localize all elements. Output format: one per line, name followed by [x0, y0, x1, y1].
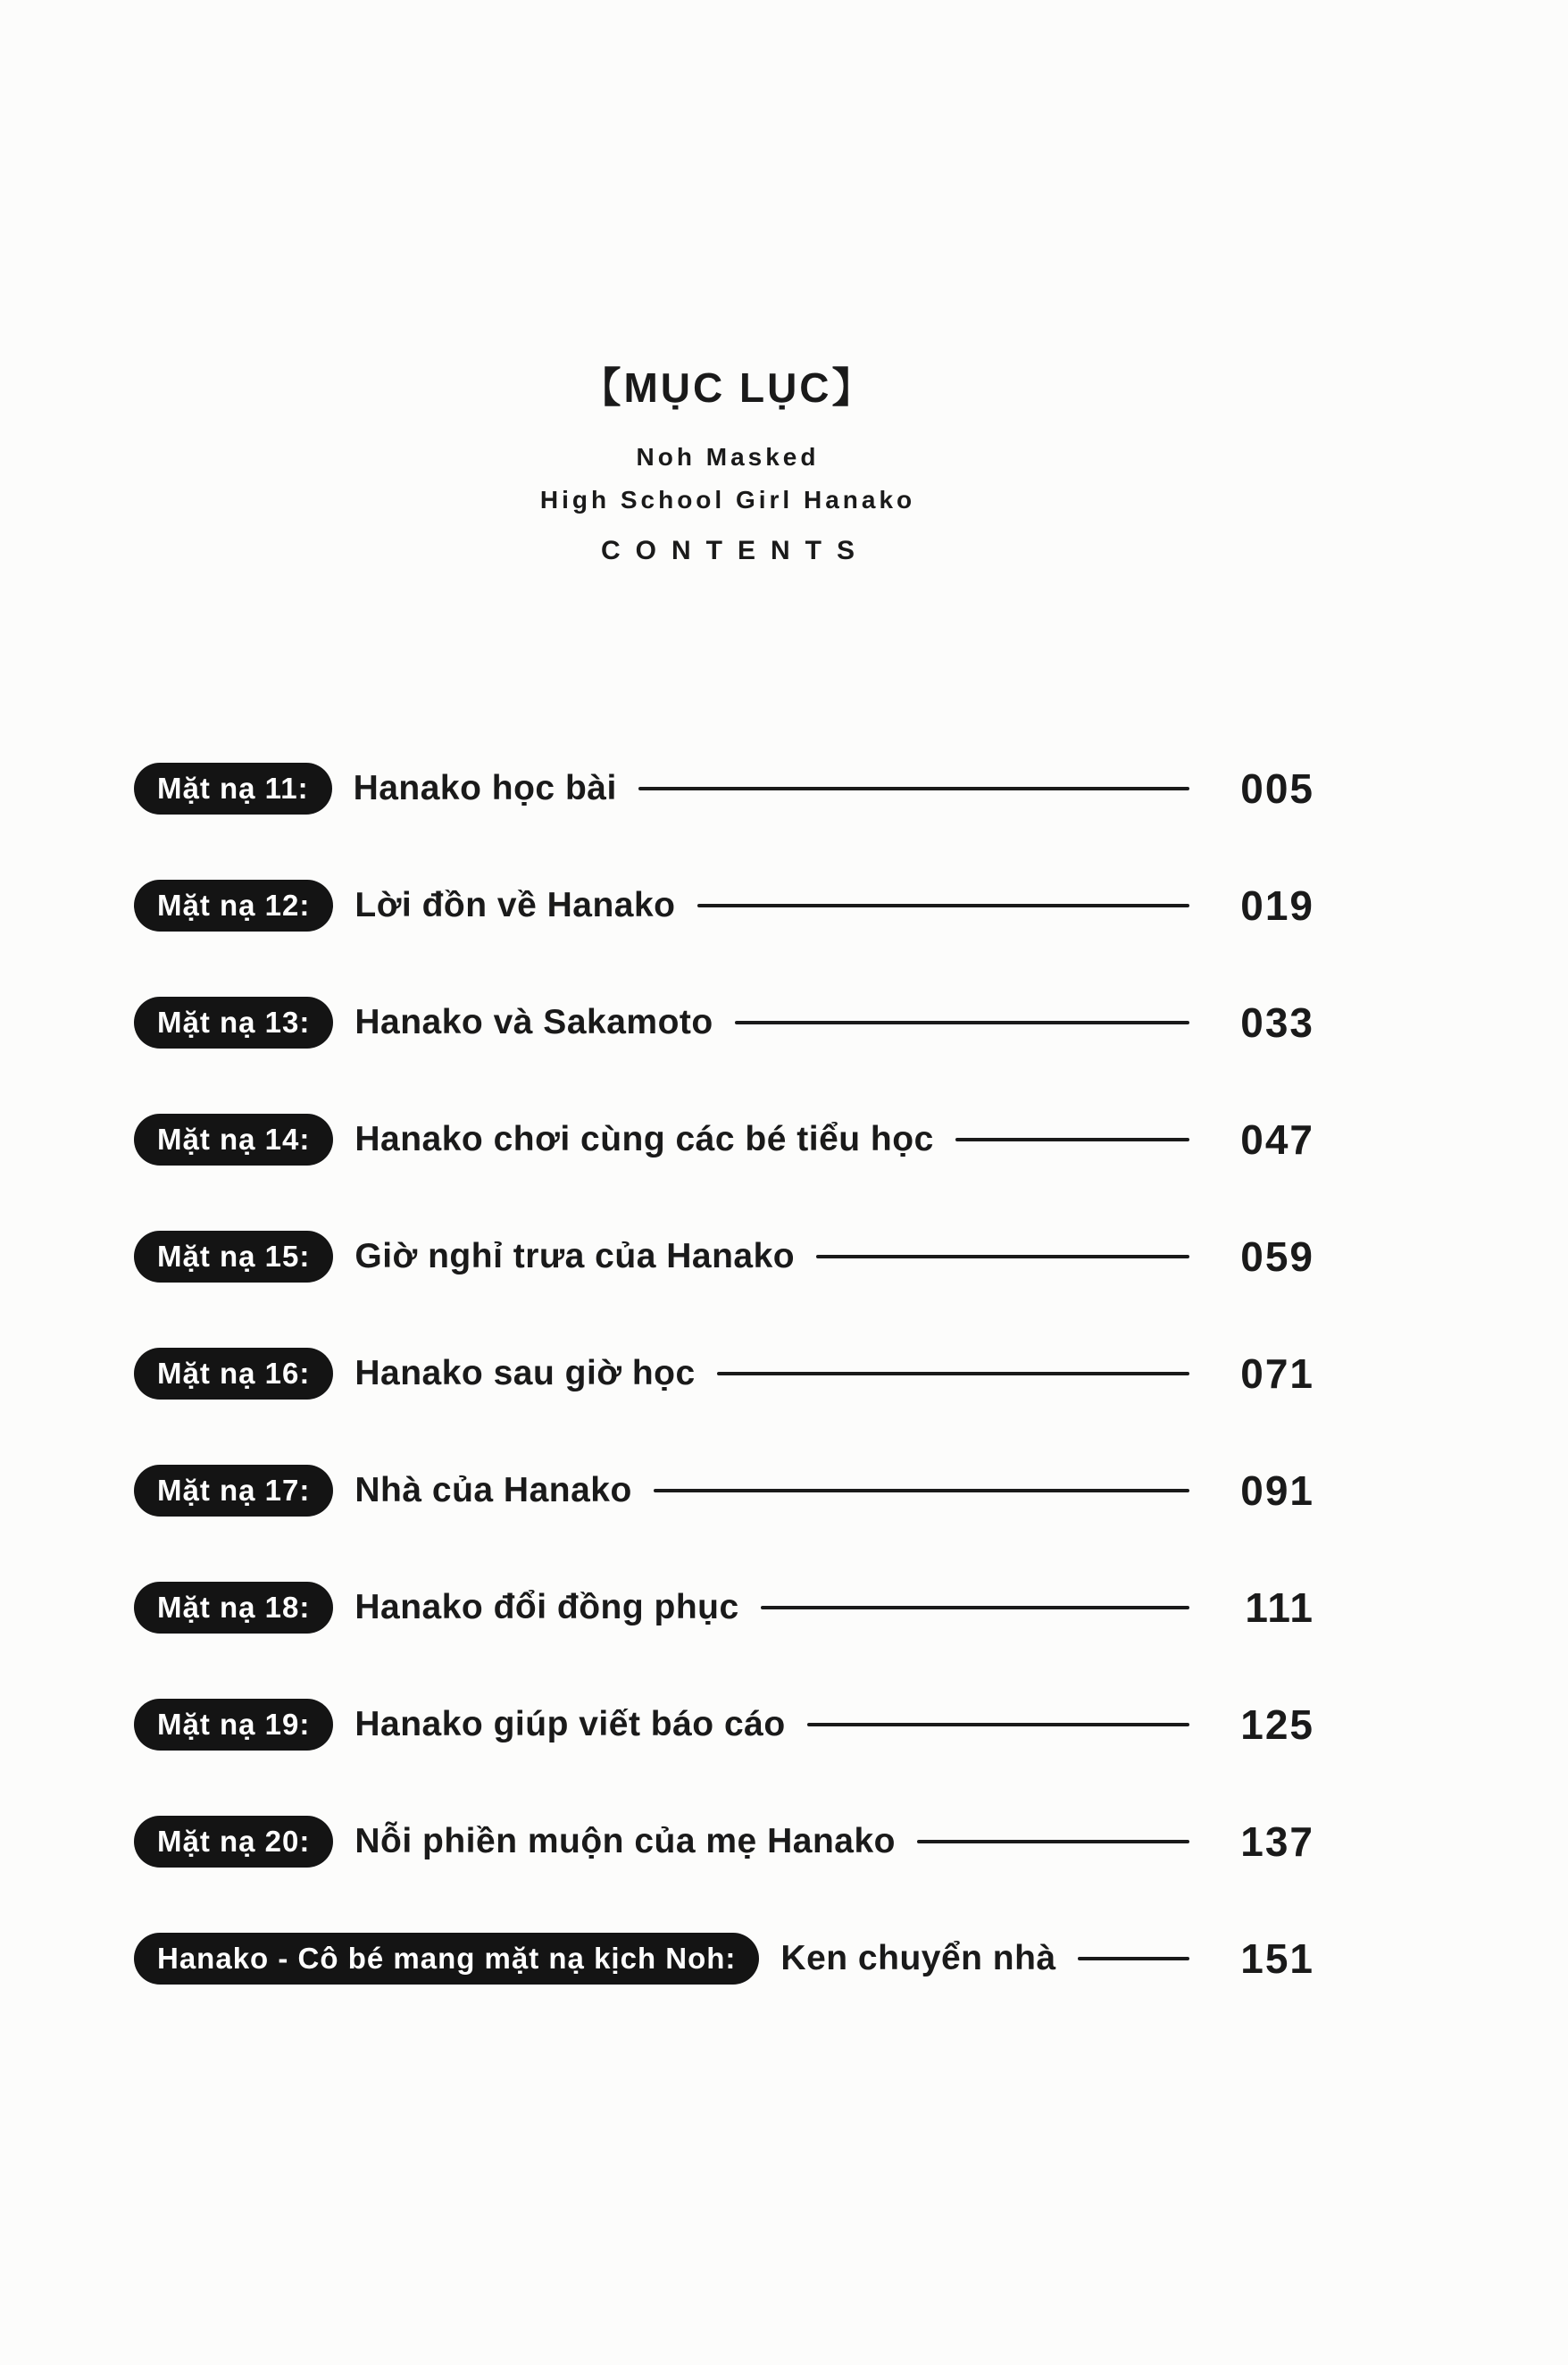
- chapter-badge: [134, 1348, 333, 1400]
- leader-line: [735, 1021, 1189, 1024]
- page-number: 059: [1240, 1233, 1314, 1280]
- page-number: 111: [1245, 1584, 1314, 1631]
- toc-entry: [134, 1315, 1314, 1432]
- chapter-badge-label: Mặt nạ 18:: [157, 1590, 311, 1624]
- toc-entry: [134, 1432, 1314, 1549]
- chapter-title: Giờ nghỉ trưa của Hanako: [354, 1236, 796, 1275]
- chapter-title: Hanako và Sakamoto: [354, 1002, 713, 1041]
- chapter-title: Lời đồn về Hanako: [354, 885, 676, 924]
- chapter-badge: [134, 880, 333, 932]
- toc-entry: [134, 1783, 1314, 1900]
- leader-line: [1078, 1957, 1189, 1960]
- chapter-badge-label: Hanako - Cô bé mang mặt nạ kịch Noh:: [157, 1941, 737, 1975]
- page-number: 071: [1240, 1350, 1314, 1397]
- leader-line: [638, 787, 1189, 790]
- leader-line: [717, 1372, 1189, 1375]
- toc-entry: [134, 1081, 1314, 1198]
- chapter-badge-label: Mặt nạ 12:: [157, 888, 311, 922]
- series-subtitle-line1: Noh Masked: [636, 443, 820, 471]
- chapter-title: Hanako đổi đồng phục: [354, 1587, 739, 1626]
- leader-line: [654, 1489, 1189, 1492]
- leader-line: [955, 1138, 1189, 1141]
- chapter-badge-label: Mặt nạ 17:: [157, 1473, 311, 1507]
- page-number: 091: [1240, 1467, 1314, 1514]
- toc-entry: [134, 1198, 1314, 1315]
- series-subtitle-line2: High School Girl Hanako: [539, 486, 916, 514]
- chapter-title: Nhà của Hanako: [354, 1470, 632, 1509]
- chapter-badge-label: Mặt nạ 15:: [157, 1239, 311, 1273]
- chapter-badge: [134, 1231, 333, 1283]
- chapter-badge-label: Mặt nạ 19:: [157, 1707, 311, 1741]
- toc-entry: [134, 1549, 1314, 1666]
- chapter-title: Hanako sau giờ học: [354, 1353, 696, 1392]
- chapter-badge: [134, 997, 333, 1049]
- toc-list: [134, 730, 1314, 2017]
- chapter-badge: [134, 1816, 333, 1868]
- chapter-badge-label: Mặt nạ 13:: [157, 1005, 311, 1039]
- chapter-title: Ken chuyển nhà: [780, 1938, 1056, 1977]
- chapter-badge: [134, 1582, 333, 1634]
- chapter-title: Hanako giúp viết báo cáo: [354, 1704, 786, 1743]
- page-number: 033: [1240, 999, 1314, 1046]
- page-number: 047: [1240, 1116, 1314, 1163]
- leader-line: [917, 1840, 1189, 1843]
- page-number: 137: [1240, 1818, 1314, 1865]
- toc-entry: [134, 964, 1314, 1081]
- chapter-title: Hanako học bài: [353, 768, 617, 807]
- page-number: 019: [1240, 882, 1314, 929]
- leader-line: [697, 904, 1190, 907]
- chapter-badge: [134, 1114, 333, 1166]
- chapter-badge: [134, 1699, 333, 1751]
- toc-entry: [134, 1900, 1314, 2017]
- leader-line: [816, 1255, 1189, 1258]
- page-number: 125: [1240, 1701, 1314, 1748]
- leader-line: [761, 1606, 1189, 1609]
- chapter-badge-label: Mặt nạ 16:: [157, 1356, 311, 1390]
- toc-entry: [134, 730, 1314, 847]
- toc-entry: [134, 847, 1314, 964]
- page-number: 005: [1240, 765, 1314, 812]
- toc-entry: [134, 1666, 1314, 1783]
- chapter-badge-label: Mặt nạ 20:: [157, 1824, 311, 1858]
- page-number: 151: [1240, 1935, 1314, 1982]
- chapter-badge-label: Mặt nạ 14:: [157, 1122, 311, 1156]
- chapter-title: Nỗi phiền muộn của mẹ Hanako: [354, 1821, 896, 1860]
- chapter-badge: [134, 1933, 759, 1985]
- chapter-title: Hanako chơi cùng các bé tiểu học: [354, 1119, 934, 1158]
- chapter-badge: [134, 763, 332, 815]
- contents-label: CONTENTS: [601, 536, 870, 565]
- leader-line: [807, 1723, 1189, 1726]
- toc-header: [0, 355, 1455, 566]
- chapter-badge: [134, 1465, 333, 1517]
- page-title: 【MỤC LỤC】: [580, 364, 876, 411]
- chapter-badge-label: Mặt nạ 11:: [157, 771, 309, 805]
